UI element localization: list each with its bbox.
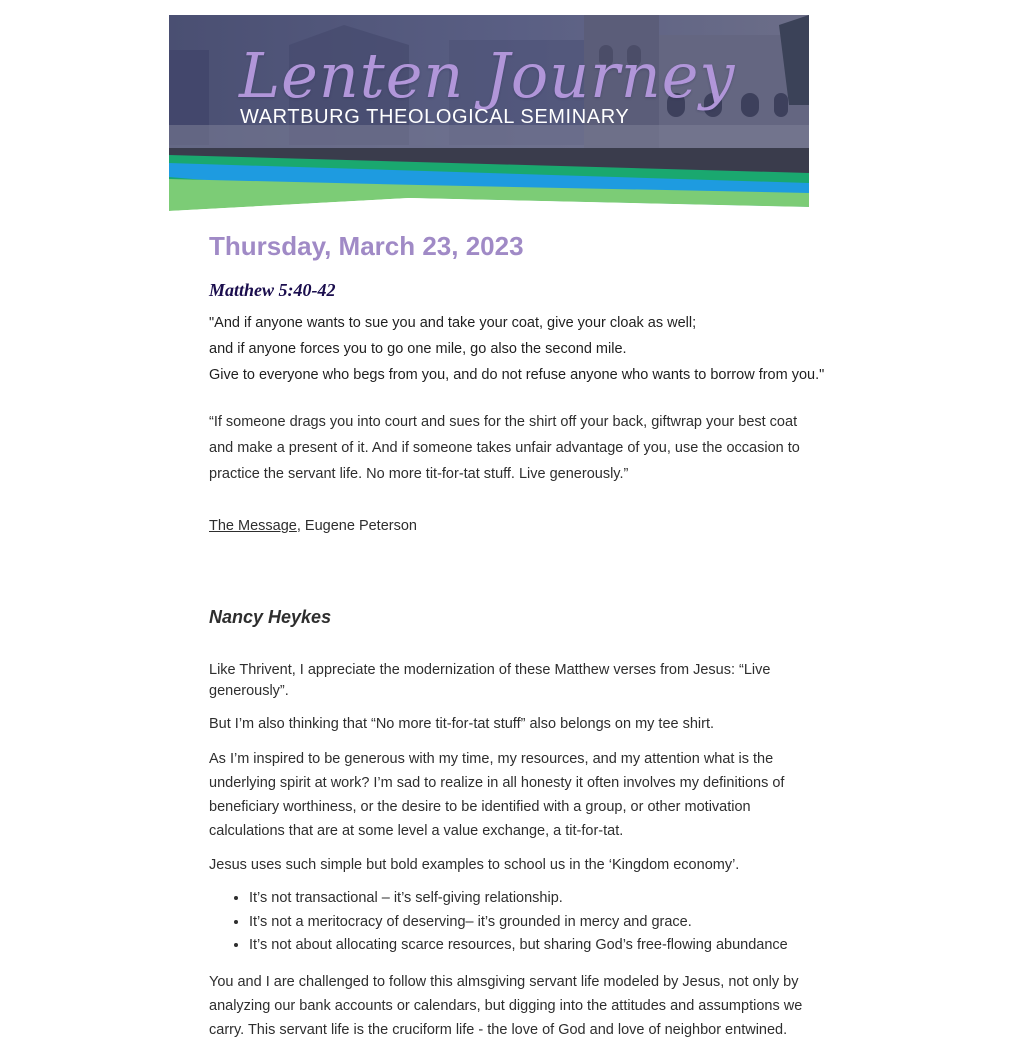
attribution-author: , Eugene Peterson [296,518,417,534]
kingdom-economy-list [209,887,821,958]
devotion-content [209,228,825,1042]
banner-subtitle: WARTBURG THEOLOGICAL SEMINARY [240,106,630,128]
list-item: • It’s not transactional – it’s self-giving relationship. [249,887,821,911]
devotion-date: Thursday, March 23, 2023 [209,231,524,261]
verse-line: Give to everyone who begs from you, and do not refuse anyone who wants to borrow from you." [209,367,825,383]
scripture-reference: Matthew 5:40-42 [209,280,336,300]
attribution-book-link[interactable]: The Message [209,518,297,534]
reflection-author: Nancy Heykes [209,607,332,627]
scripture-verse [209,310,825,388]
banner-title: Lenten Journey [239,39,736,112]
reflection-paragraph: But I’m also thinking that “No more tit-for-tat stuff” also belongs on my tee shirt. [209,716,715,732]
verse-line: and if anyone forces you to go one mile, go also the second mile. [209,341,627,357]
verse-line: "And if anyone wants to sue you and take your coat, give your cloak as well; [209,315,697,331]
list-item: • It’s not about allocating scarce resources, but sharing God’s free-flowing abundance [249,934,821,958]
attribution [209,513,821,539]
header-banner [169,15,809,211]
message-paraphrase: “If someone drags you into court and sues for the shirt off your back, giftwrap your best coat and make a present of it. And if someone takes unfair advantage of you, use the occasion to practice the servant life. No more tit-for-tat stuff. Live generously.” [209,414,800,482]
reflection-paragraph: Like Thrivent, I appreciate the modernization of these Matthew verses from Jesus: “Live generously”. [209,662,771,699]
reflection-paragraph: As I’m inspired to be generous with my time, my resources, and my attention what is the underlying spirit at work? I’m sad to realize in all honesty it often involves my definitions of beneficiary worthiness, or the desire to be identified with a group, or other motivation calculations that are at some level a value exchange, a tit-for-tat. [209,751,785,839]
reflection-paragraph: Jesus uses such simple but bold examples to school us in the ‘Kingdom economy’. [209,857,740,873]
reflection-closing: You and I are challenged to follow this almsgiving servant life modeled by Jesus, not only by analyzing our bank accounts or calendars, but digging into the attitudes and assumptions we carry. This servant life is the cruciform life - the love of God and love of neighbor entwined. [209,973,803,1038]
list-item: • It’s not a meritocracy of deserving– it’s grounded in mercy and grace. [249,911,821,935]
